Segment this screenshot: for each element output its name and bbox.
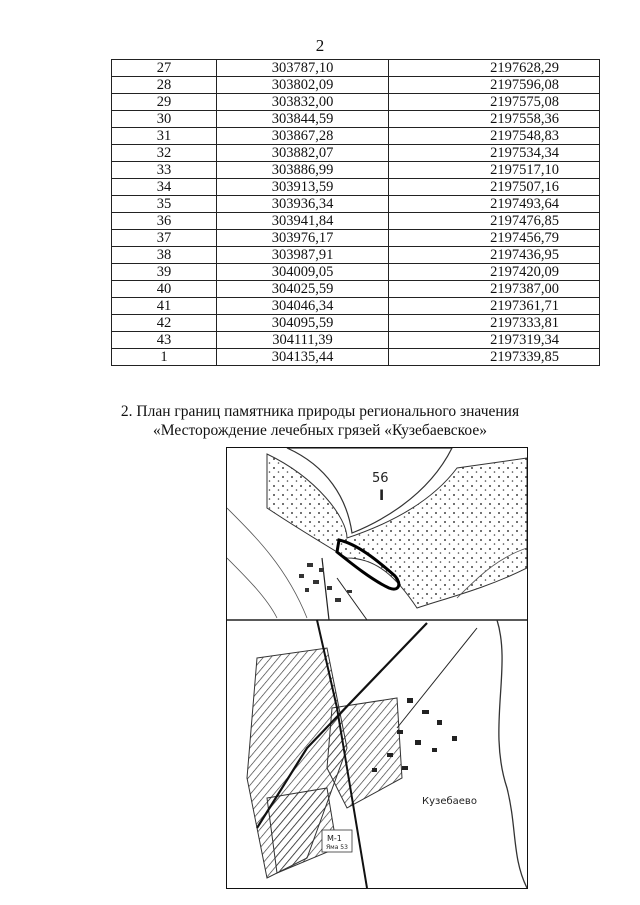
x-coordinate-cell: 304046,34 <box>217 298 389 315</box>
table-row <box>112 60 600 77</box>
river-line <box>497 620 527 888</box>
table-row <box>112 264 600 281</box>
x-coordinate-cell: 304095,59 <box>217 315 389 332</box>
y-coordinate-cell: 2197558,36 <box>389 111 600 128</box>
page-number: 2 <box>315 36 325 55</box>
point-number-cell: 34 <box>112 179 217 196</box>
y-coordinate-cell: 2197420,09 <box>389 264 600 281</box>
map-drawing <box>227 448 527 888</box>
x-coordinate-cell: 303913,59 <box>217 179 389 196</box>
site-area-label: Яма 53 <box>326 844 348 851</box>
table-row <box>112 332 600 349</box>
table-row <box>112 94 600 111</box>
road-line <box>337 578 367 620</box>
coordinates-table-body <box>112 60 600 366</box>
marker-label: I <box>379 488 385 504</box>
settlement-blocks-upper <box>299 563 352 602</box>
point-number-cell: 1 <box>112 349 217 366</box>
table-row <box>112 145 600 162</box>
point-number-cell: 30 <box>112 111 217 128</box>
y-coordinate-cell: 2197436,95 <box>389 247 600 264</box>
point-number-cell: 41 <box>112 298 217 315</box>
point-number-cell: 37 <box>112 230 217 247</box>
y-coordinate-cell: 2197456,79 <box>389 230 600 247</box>
y-coordinate-cell: 2197493,64 <box>389 196 600 213</box>
table-row <box>112 77 600 94</box>
table-row <box>112 213 600 230</box>
caption-line-1: 2. План границ памятника природы регионального значения <box>120 403 520 420</box>
x-coordinate-cell: 304025,59 <box>217 281 389 298</box>
table-row <box>112 162 600 179</box>
point-number-cell: 40 <box>112 281 217 298</box>
x-coordinate-cell: 303987,91 <box>217 247 389 264</box>
x-coordinate-cell: 303787,10 <box>217 60 389 77</box>
point-number-cell: 42 <box>112 315 217 332</box>
x-coordinate-cell: 303941,84 <box>217 213 389 230</box>
y-coordinate-cell: 2197387,00 <box>389 281 600 298</box>
point-number-cell: 29 <box>112 94 217 111</box>
x-coordinate-cell: 303802,09 <box>217 77 389 94</box>
point-number-cell: 39 <box>112 264 217 281</box>
x-coordinate-cell: 303832,00 <box>217 94 389 111</box>
x-coordinate-cell: 304009,05 <box>217 264 389 281</box>
boundary-map <box>226 447 528 889</box>
table-row <box>112 179 600 196</box>
caption-line-2: «Месторождение лечебных грязей «Кузебаевское» <box>153 422 487 439</box>
y-coordinate-cell: 2197333,81 <box>389 315 600 332</box>
x-coordinate-cell: 304135,44 <box>217 349 389 366</box>
y-coordinate-cell: 2197517,10 <box>389 162 600 179</box>
y-coordinate-cell: 2197339,85 <box>389 349 600 366</box>
village-label: Кузебаево <box>422 796 477 807</box>
y-coordinate-cell: 2197628,29 <box>389 60 600 77</box>
map-caption <box>0 402 640 440</box>
x-coordinate-cell: 303886,99 <box>217 162 389 179</box>
y-coordinate-cell: 2197361,71 <box>389 298 600 315</box>
y-coordinate-cell: 2197507,16 <box>389 179 600 196</box>
point-number-cell: 36 <box>112 213 217 230</box>
y-coordinate-cell: 2197575,08 <box>389 94 600 111</box>
x-coordinate-cell: 303844,59 <box>217 111 389 128</box>
table-row <box>112 196 600 213</box>
table-row <box>112 247 600 264</box>
x-coordinate-cell: 303882,07 <box>217 145 389 162</box>
point-number-cell: 35 <box>112 196 217 213</box>
point-number-cell: 27 <box>112 60 217 77</box>
table-row <box>112 349 600 366</box>
table-row <box>112 298 600 315</box>
point-number-cell: 28 <box>112 77 217 94</box>
table-row <box>112 315 600 332</box>
coordinates-table <box>111 59 600 366</box>
y-coordinate-cell: 2197548,83 <box>389 128 600 145</box>
point-number-cell: 38 <box>112 247 217 264</box>
point-number-cell: 32 <box>112 145 217 162</box>
point-number-cell: 31 <box>112 128 217 145</box>
x-coordinate-cell: 303936,34 <box>217 196 389 213</box>
sheet-label: 56 <box>372 471 389 486</box>
x-coordinate-cell: 303867,28 <box>217 128 389 145</box>
y-coordinate-cell: 2197596,08 <box>389 77 600 94</box>
y-coordinate-cell: 2197534,34 <box>389 145 600 162</box>
table-row <box>112 230 600 247</box>
y-coordinate-cell: 2197476,85 <box>389 213 600 230</box>
contour-line <box>227 558 277 618</box>
x-coordinate-cell: 304111,39 <box>217 332 389 349</box>
point-number-cell: 33 <box>112 162 217 179</box>
y-coordinate-cell: 2197319,34 <box>389 332 600 349</box>
table-row <box>112 128 600 145</box>
table-row <box>112 111 600 128</box>
table-row <box>112 281 600 298</box>
point-number-cell: 43 <box>112 332 217 349</box>
x-coordinate-cell: 303976,17 <box>217 230 389 247</box>
site-label: М-1 <box>327 834 342 843</box>
